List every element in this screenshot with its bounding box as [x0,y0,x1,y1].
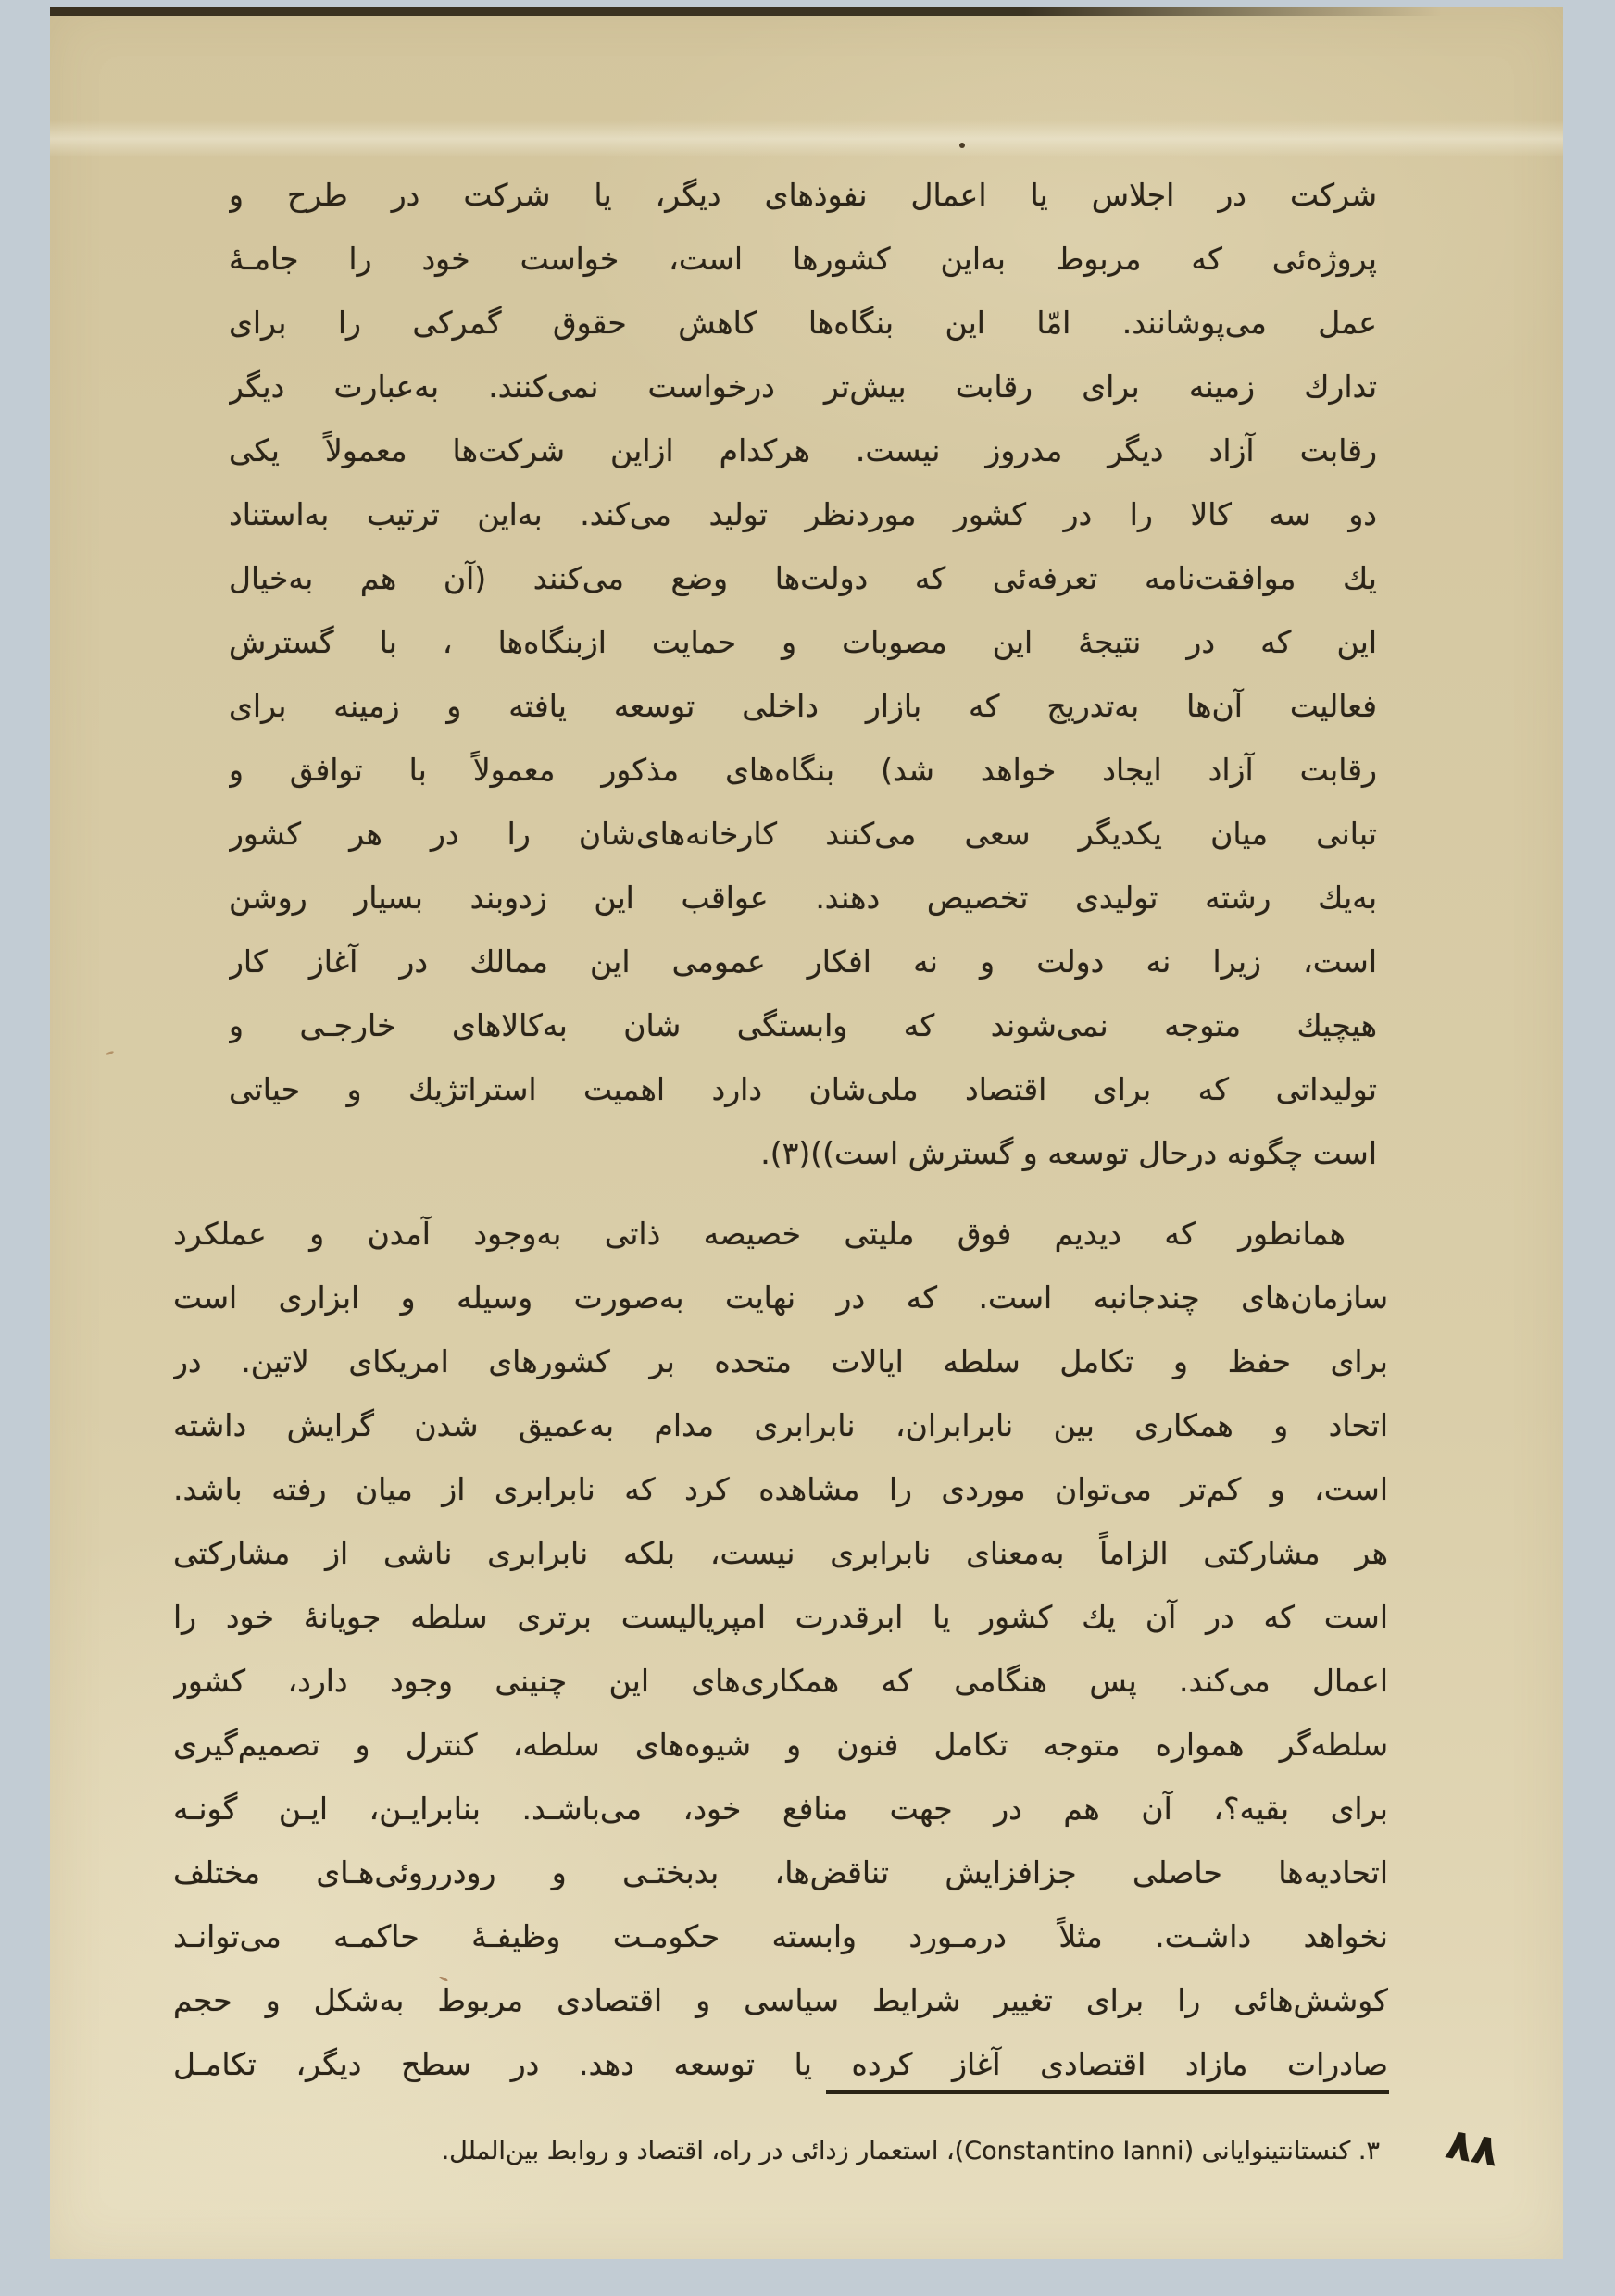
text-line: فعالیت آن‌ها به‌تدریج که بازار داخلی توسعه یافته و زمینه برای [229,688,1377,724]
body-paragraph [173,1202,1388,2096]
text-line: کوشش‌هائی را برای تغییر شرایط سیاسی و اقتصادی مربوط به‌شکل و حجم [173,1982,1388,2018]
text-line: اتحادیه‌ها حاصلی جزافزایش تناقض‌ها، بدبختـی و رودرروئی‌هـای مختلف [173,1854,1388,1890]
text-line: اتحاد و همکاری بین نابرابران، نابرابری مدام به‌عمیق شدن گرایش داشته [173,1407,1388,1443]
paper-crease [50,120,1563,157]
text-line: این که در نتیجهٔ این مصوبات و حمایت ازبنگاه‌ها ، با گسترش [229,624,1377,660]
text-line: برای بقیه؟، آن هم در جهت منافع خود، می‌باشـد. بنابرایـن، ایـن گونـه [173,1791,1388,1827]
text-line: است که در آن یك کشور یا ابرقدرت امپریالیست برتری سلطه جویانهٔ خود را [173,1599,1388,1635]
text-line: همانطور که دیدیم فوق ملیتی خصیصه ذاتی به‌وجود آمدن و عملکرد [173,1216,1346,1252]
text-line: سلطه‌گر همواره متوجه تکامل فنون و شیوه‌های سلطه، کنترل و تصمیم‌گیری [173,1727,1388,1763]
text-line: نخواهد داشـت. مثلاً درمـورد وابسته حکومـت وظیفـهٔ حاکمـه می‌توانـد [173,1918,1388,1954]
text-line: رقابت آزاد دیگر مدروز نیست. هرکدام ازاین شرکت‌ها معمولاً یکی [229,432,1377,468]
quoted-passage [229,163,1377,1185]
book-page [50,7,1563,2259]
text-line: است چگونه درحال توسعه و گسترش است))(۳). [760,1135,1377,1171]
paper-speck [106,1051,114,1056]
text-line: به‌یك رشته تولیدی تخصیص دهند. عواقب این زدوبند بسیار روشن [229,880,1377,916]
page-top-edge-shadow [50,7,1442,16]
footnote-separator [826,2090,1389,2094]
text-line: رقابت آزاد ایجاد خواهد شد) بنگاه‌های مذکور معمولاً با توافق و [229,752,1377,788]
text-line: صادرات مازاد اقتصادی آغاز کرده یا توسعه دهد. در سطح دیگر، تکامـل [173,2046,1388,2082]
text-line: برای حفظ و تکامل سلطه ایالات متحده بر کشورهای امریکای لاتین. در [173,1343,1388,1379]
page-number: ۸۸ [1442,2117,1503,2177]
text-line: پروژه‌ئی که مربوط به‌این کشورها است، خواست خود را جامـهٔ [229,241,1377,277]
text-line: تبانی میان یکدیگر سعی می‌کنند کارخانه‌های‌شان را در هر کشور [229,816,1377,852]
text-line: است، و کم‌تر می‌توان موردی را مشاهده کرد که نابرابری از میان رفته باشد. [173,1471,1388,1507]
text-line: هیچیك متوجه نمی‌شوند که وابستگی شان به‌کالاهای خارجـی و [229,1007,1377,1043]
text-line: یك موافقت‌نامه تعرفه‌ئی که دولت‌ها وضع می‌کنند (آن هم به‌خیال [229,560,1377,596]
paper-speck [959,143,965,148]
page-text-block [173,163,1388,2096]
text-line: شرکت در اجلاس یا اعمال نفوذهای دیگر، یا شرکت در طرح و [229,177,1377,213]
text-line: تدارك زمینه برای رقابت بیش‌تر درخواست نمی‌کنند. به‌عبارت دیگر [229,368,1377,405]
text-line: است، زیرا نه دولت و نه افکار عمومی این ممالك در آغاز کار [229,943,1377,980]
text-line: اعمال می‌کند. پس هنگامی که همکاری‌های این چنینی وجود دارد، کشور [173,1663,1388,1699]
text-line: تولیداتی که برای اقتصاد ملی‌شان دارد اهمیت استراتژیك و حیاتی [229,1071,1377,1107]
text-line: دو سه کالا را در کشور موردنظر تولید می‌کند. به‌این ترتیب به‌استناد [229,496,1377,532]
footnote: ۳. کنستانتینوایانی (Constantino Ianni)، استعمار زدائی در راه، اقتصاد و روابط بین‌الملل. [441,2137,1380,2165]
text-line: عمل می‌پوشانند. امّا این بنگاه‌ها کاهش حقوق گمرکی را برای [229,305,1377,341]
text-line: هر مشارکتی الزاماً به‌معنای نابرابری نیست، بلکه نابرابری ناشی از مشارکتی [173,1535,1388,1571]
text-line: سازمان‌های چندجانبه است. که در نهایت به‌صورت وسیله و ابزاری است [173,1279,1388,1316]
